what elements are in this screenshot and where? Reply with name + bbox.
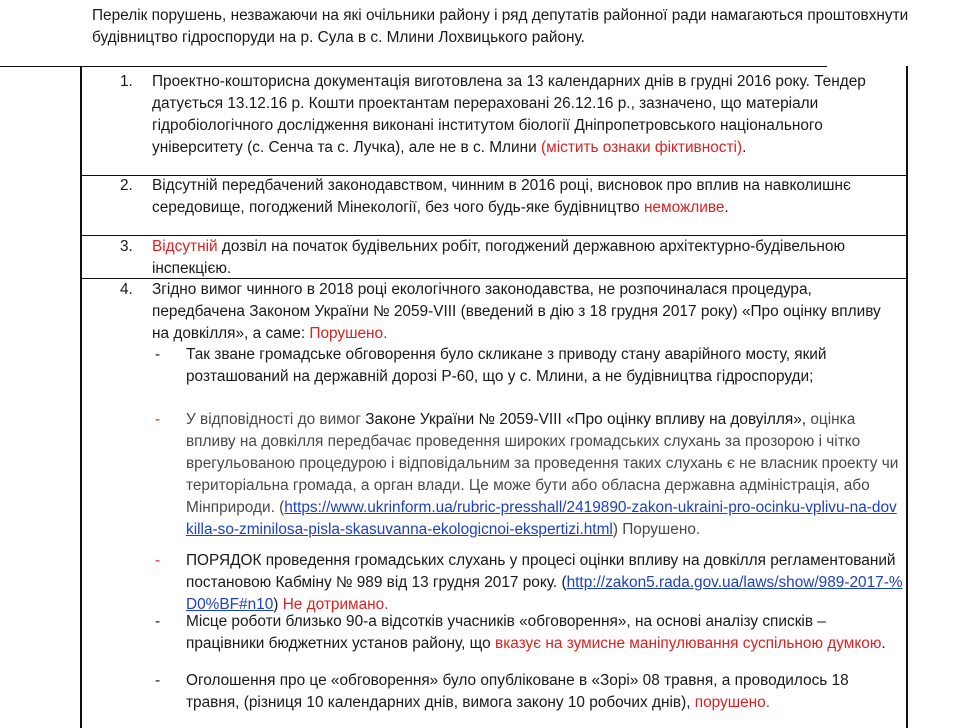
item-number: 4. (120, 281, 133, 298)
table-divider (0, 66, 827, 67)
item-text (152, 71, 902, 159)
bullet-mid: ) (273, 596, 279, 613)
bullet-text (186, 611, 904, 655)
bullet-body: оцінка впливу на довкілля передбачає проведення широких громадських слухань за прозорою і чітко врегульованою процедурою і відповідальним за проведення таких слухань є не власник проекту чи територіальна громада, а орган влади. Це може бути або обласна державна адміністрація, або Мінприроди. ( (186, 411, 899, 516)
item-highlight: Відсутній (152, 238, 218, 255)
item-text (152, 175, 902, 219)
item-body: Проектно-кошторисна документація виготовлена за 13 календарних днів в грудні 2016 року. Тендер датується 13.12.16 р. Кошти проектантам перераховані 26.12.16 р., зазначено, що матеріали гідробіологічного дослідження виконані інститутом біології Дніпропетровського національного університету (с. Сенча та с. Лучка), але не в с. Млини (152, 73, 866, 156)
item-text (152, 279, 902, 345)
bullet-law-reference: Законе України № 2059-VIII «Про оцінку впливу на довуілля», (365, 411, 807, 428)
source-link[interactable]: http://zakon5.rada.gov.ua/laws/show/989-2017-%D0%BF#n10 (186, 574, 903, 613)
table-right-border (906, 66, 908, 728)
item-number: 3. (120, 238, 133, 255)
bullet-tail: ) Порушено. (612, 521, 701, 538)
bullet-lead: У відповідності до вимог (186, 411, 361, 428)
bullet-tail: . (881, 635, 886, 652)
item-body: Згідно вимог чинного в 2018 році екологічного законодавства, не розпочиналася процедура, передбачена Законом України № 2059-VIII (введений в дію з 18 грудня 2017 року) «Про оцінку впливу на довкілля», а саме: (152, 281, 881, 342)
bullet-text (186, 550, 904, 616)
item-highlight: Порушено. (309, 325, 388, 342)
item-body: дозвіл на початок будівельних робіт, погоджений державною архітектурно-будівельною інспекцією. (152, 238, 845, 277)
item-body: Відсутній передбачений законодавством, чинним в 2016 році, висновок про вплив на навколишнє середовище, погоджений Мінекології, без чого будь-яке будівництво (152, 177, 851, 216)
item-tail: . (724, 199, 729, 216)
bullet-body: Місце роботи близько 90-а відсотків учасників «обговорення», на основі аналізу списків – працівники бюджетних установ району, що (186, 613, 826, 652)
bullet-highlight: Не дотримано. (282, 596, 389, 613)
item-highlight: неможливе (643, 199, 725, 216)
source-link[interactable]: https://www.ukrinform.ua/rubric-presshall/2419890-zakon-ukraini-pro-ocinku-vplivu-na-dovkilla-so-zminilosa-pisla-skasuvanna-ekologicnoi-ekspertizi.html (186, 499, 897, 538)
item-text (152, 236, 902, 280)
item-number: 1. (120, 73, 133, 90)
bullet-text (186, 409, 904, 541)
bullet-marker: - (155, 411, 161, 428)
bullet-marker: - (155, 552, 161, 569)
item-highlight: (містить ознаки фіктивності) (541, 139, 743, 156)
item-tail: . (742, 139, 747, 156)
item-number: 2. (120, 177, 133, 194)
bullet-body: Оголошення про це «обговорення» було опубліковане в «Зорі» 08 травня, а проводилось 18 травня, (різниця 10 календарних днів, вимога закону 10 робочих днів), (186, 672, 849, 711)
bullet-highlight: порушено. (694, 694, 770, 711)
table-left-border (80, 66, 82, 728)
bullet-body: ПОРЯДОК проведення громадських слухань у процесі оцінки впливу на довкілля регламентований постановою Кабміну № 989 від 13 грудня 2017 року. ( (186, 552, 896, 591)
bullet-marker: - (155, 613, 161, 630)
bullet-text (186, 670, 904, 714)
bullet-marker: - (155, 346, 161, 363)
bullet-highlight: вказує на зумисне маніпулювання суспільною думкою (495, 635, 882, 652)
bullet-text: Так зване громадське обговорення було скликане з приводу стану аварійного мосту, який розташований на державній дорозі Р-60, що у с. Млини, а не будівництва гідроспоруди; (186, 346, 827, 385)
intro-paragraph: Перелік порушень, незважаючи на які очільники району і ряд депутатів районної ради намагаються проштовхнути будівництво гідроспоруди на р. Сула в с. Млини Лохвицького району. (92, 7, 909, 46)
bullet-marker: - (155, 672, 161, 689)
